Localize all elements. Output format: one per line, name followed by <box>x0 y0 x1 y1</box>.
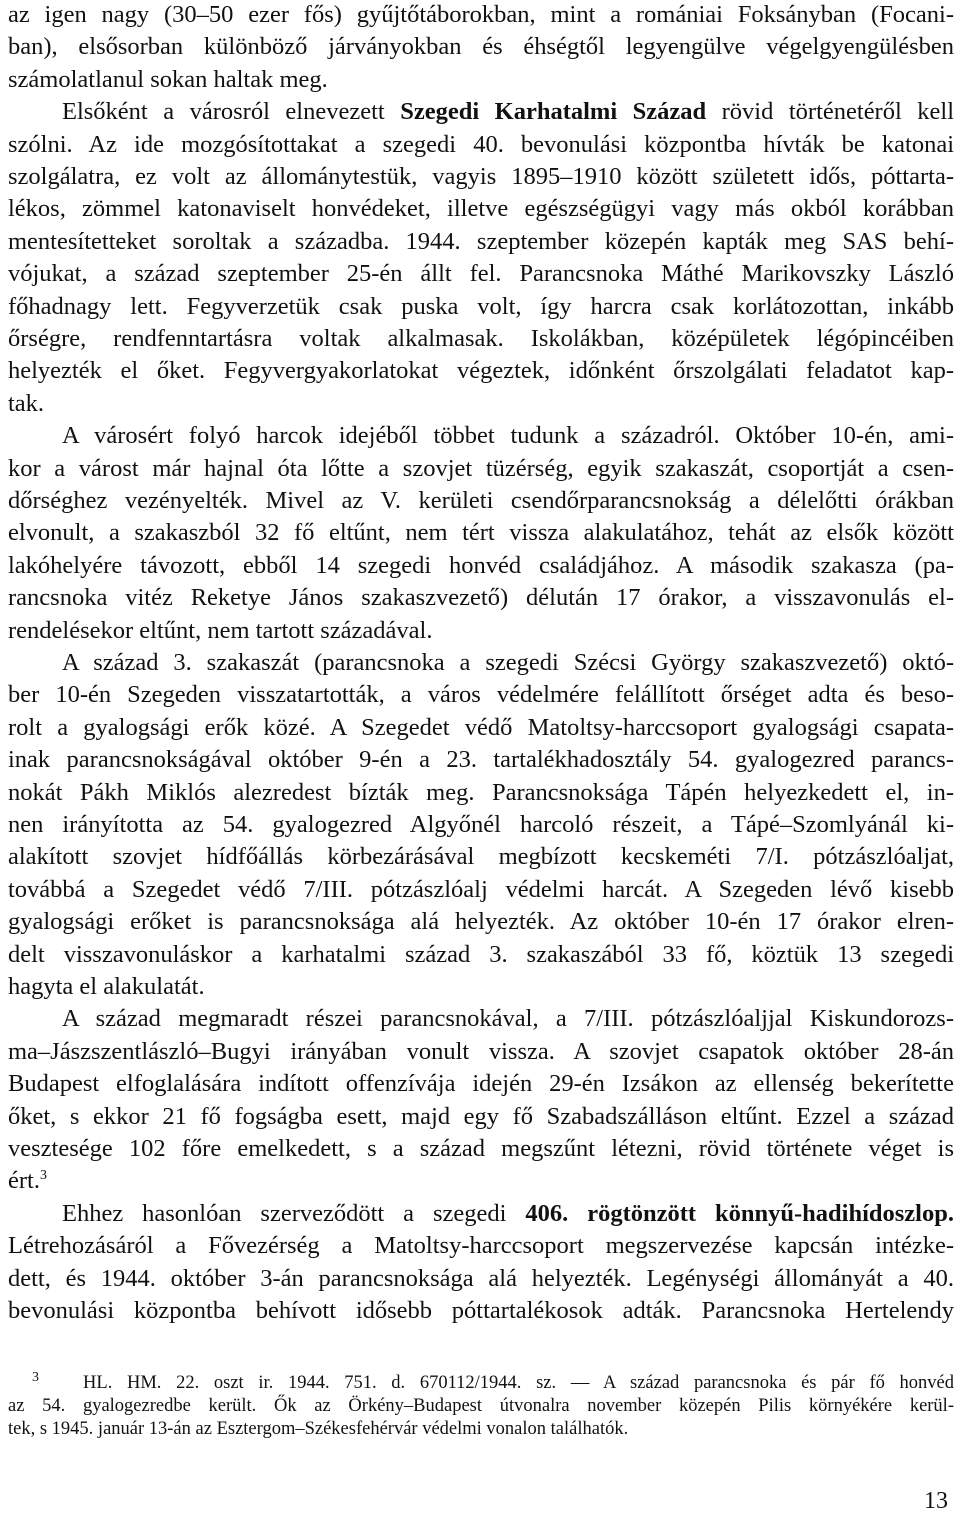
text-run: tak. <box>8 389 45 417</box>
text-line <box>8 940 954 970</box>
text-line <box>8 454 954 484</box>
text-run: dett, és 1944. október 3-án parancsnoksága alá helyezték. Legénységi állományát a 40. <box>8 1264 954 1292</box>
text-run: A városért folyó harcok idejéből többet tudunk a századról. Október 10-én, ami- <box>62 422 954 450</box>
text-line <box>8 1231 954 1261</box>
text-line <box>8 1296 954 1326</box>
text-run: szólni. Az ide mozgósítottakat a szegedi 40. bevonulási központba hívták be katonai <box>8 130 954 158</box>
text-run: Ehhez hasonlóan szerveződött a szegedi <box>62 1199 526 1227</box>
text-line <box>62 421 954 451</box>
bold-heading-run: Szegedi Karhatalmi Század <box>400 98 707 126</box>
text-run: A század megmaradt részei parancsnokával, a 7/III. pótzászlóaljjal Kiskundorozs- <box>62 1005 954 1033</box>
text-run: nen irányította az 54. gyalogezred Algyőnél harcoló részeit, a Tápé–Szomlyánál ki- <box>8 811 954 838</box>
text-run: hagyta el alakulatát. <box>8 973 205 1000</box>
text-run: gyalogsági erőket is parancsnoksága alá helyezték. Az október 10-én 17 órakor elren- <box>8 908 954 936</box>
text-line <box>8 65 954 95</box>
text-line <box>62 97 954 127</box>
text-run: főhadnagy lett. Fegyverzetük csak puska volt, így harcra csak korlátozottan, inkább <box>8 292 954 320</box>
text-line <box>62 1004 954 1034</box>
text-line <box>62 648 954 678</box>
text-run: számolatlanul sokan haltak meg. <box>8 65 328 93</box>
text-run: rolt a gyalogsági erők közé. A Szegedet védő Matoltsy-harccsoport gyalogsági csapata- <box>8 713 954 741</box>
text-line <box>8 194 954 224</box>
text-line <box>8 1069 954 1099</box>
footnote-line: tek, s 1945. január 13-án az Esztergom–Székesfehérvár védelmi vonalon találhatók. <box>8 1419 629 1439</box>
text-line <box>8 1166 954 1196</box>
footnote-line <box>32 1371 954 1395</box>
text-run: rancsnoka vitéz Reketye János szakaszvezető) délután 17 órakor, a visszavonulás el- <box>8 584 954 612</box>
text-line <box>8 875 954 905</box>
text-line <box>8 680 954 710</box>
footnote-reference: 3 <box>39 1168 47 1184</box>
text-line <box>8 713 954 743</box>
text-run: az igen nagy (30–50 ezer fős) gyűjtőtáborokban, mint a romániai Foksányban (Focani- <box>8 1 954 28</box>
text-run: Létrehozásáról a Fővezérség a Matoltsy-harccsoport megszervezése kapcsán intézke- <box>8 1232 954 1260</box>
text-line <box>8 810 954 840</box>
text-run: rövid történetéről kell <box>706 98 955 126</box>
text-line <box>8 130 954 160</box>
text-run: delt visszavonuláskor a karhatalmi század 3. szakaszából 33 fő, köztük 13 szegedi <box>8 940 954 968</box>
text-run: inak parancsnokságával október 9-én a 23. tartalékhadosztály 54. gyalogezred parancs- <box>8 746 954 774</box>
text-line <box>8 745 954 775</box>
text-line <box>8 486 954 516</box>
text-run: bevonulási központba behívott idősebb póttartalékosok adták. Parancsnoka Hertelendy <box>8 1297 954 1324</box>
text-line <box>8 1102 954 1132</box>
text-run: őket, s ekkor 21 fő fogságba esett, majd egy fő Szabadszálláson eltűnt. Ezzel a század <box>8 1102 954 1130</box>
text-run: helyezték el őket. Fegyvergyakorlatokat végeztek, időnként őrszolgálati feladatot kap- <box>8 357 954 385</box>
text-line <box>8 551 954 581</box>
text-line <box>8 972 954 1002</box>
text-line <box>8 32 954 62</box>
text-run: Budapest elfoglalására indított offenzívája idején 29-én Izsákon az ellenség bekerítette <box>8 1070 954 1098</box>
page-number: 13 <box>924 1488 948 1514</box>
text-run: mentesítetteket soroltak a századba. 1944. szeptember közepén kapták meg SAS behí- <box>8 227 954 255</box>
text-line <box>8 1134 954 1164</box>
text-run: szolgálatra, ez volt az állománytestük, vagyis 1895–1910 között született idős, póttarta- <box>8 163 954 190</box>
text-line <box>8 292 954 322</box>
text-line <box>8 162 954 192</box>
text-run: nokát Pákh Miklós alezredest bízták meg. Parancsnoksága Tápén helyezkedett el, in- <box>8 778 954 806</box>
footnote-marker: 3 <box>32 1369 39 1385</box>
footnote-text: HL. HM. 22. oszt ir. 1944. 751. d. 670112/1944. sz. — A század parancsnoka és pár fő honvéd <box>83 1373 955 1393</box>
text-line <box>8 616 954 646</box>
text-run: lékos, zömmel katonaviselt honvédeket, illetve egészségügyi vagy más okból korábban <box>8 195 954 223</box>
text-run: vójukat, a század szeptember 25-én állt fel. Parancsnoka Máthé Marikovszky László <box>8 260 954 288</box>
footnote-line: az 54. gyalogezredbe került. Ők az Örkény–Budapest útvonalra november közepén Pilis környékére kerül- <box>8 1396 954 1416</box>
text-run: továbbá a Szegedet védő 7/III. pótzászlóalj védelmi harcát. A Szegeden lévő kisebb <box>8 875 954 903</box>
text-run: őrségre, rendfenntartásra voltak alkalmasak. Iskolákban, középületek légópincéiben <box>8 325 954 352</box>
text-run: vesztesége 102 főre emelkedett, s a század megszűnt létezni, rövid története véget is <box>8 1135 954 1162</box>
text-line <box>8 1037 954 1067</box>
text-line <box>8 842 954 872</box>
bold-heading-run: 406. rögtönzött könnyű-hadihídoszlop. <box>525 1199 954 1227</box>
text-run: Elsőként a városról elnevezett <box>62 98 401 126</box>
text-run: elvonult, a szakaszból 32 fő eltűnt, nem tért vissza alakulatához, tehát az elsők között <box>8 519 954 547</box>
text-run: rendelésekor eltűnt, nem tartott századával. <box>8 616 433 644</box>
text-run: ban), elsősorban különböző járványokban és éhségtől legyengülve végelgyengülésben <box>8 33 954 61</box>
text-line <box>8 227 954 257</box>
text-line <box>8 324 954 354</box>
text-run: A század 3. szakaszát (parancsnoka a szegedi Szécsi György szakaszvezető) októ- <box>62 649 954 676</box>
text-run: ért. <box>8 1167 40 1195</box>
text-line <box>8 518 954 548</box>
text-run: kor a várost már hajnal óta lőtte a szovjet tüzérség, egyik szakaszát, csoportját a csen- <box>8 454 954 482</box>
text-line <box>62 1199 954 1229</box>
text-run: lakóhelyére távozott, ebből 14 szegedi honvéd családjához. A második szakasza (pa- <box>8 551 954 579</box>
text-line <box>8 907 954 937</box>
text-line <box>8 0 954 30</box>
text-line <box>8 778 954 808</box>
text-line <box>8 389 954 419</box>
text-line <box>8 583 954 613</box>
text-run: dőrséghez vezényelték. Mivel az V. kerületi csendőrparancsnokság a délelőtti órákban <box>8 487 954 514</box>
text-line <box>8 1264 954 1294</box>
text-run: alakított szovjet hídfőállás körbezárásával megbízott kecskeméti 7/I. pótzászlóaljat, <box>8 843 954 871</box>
text-line <box>8 356 954 386</box>
text-line <box>8 259 954 289</box>
text-run: ber 10-én Szegeden visszatartották, a város védelmére felállított őrséget adta és beso- <box>8 681 954 709</box>
text-run: ma–Jászszentlászló–Bugyi irányában vonult vissza. A szovjet csapatok október 28-án <box>8 1037 954 1065</box>
